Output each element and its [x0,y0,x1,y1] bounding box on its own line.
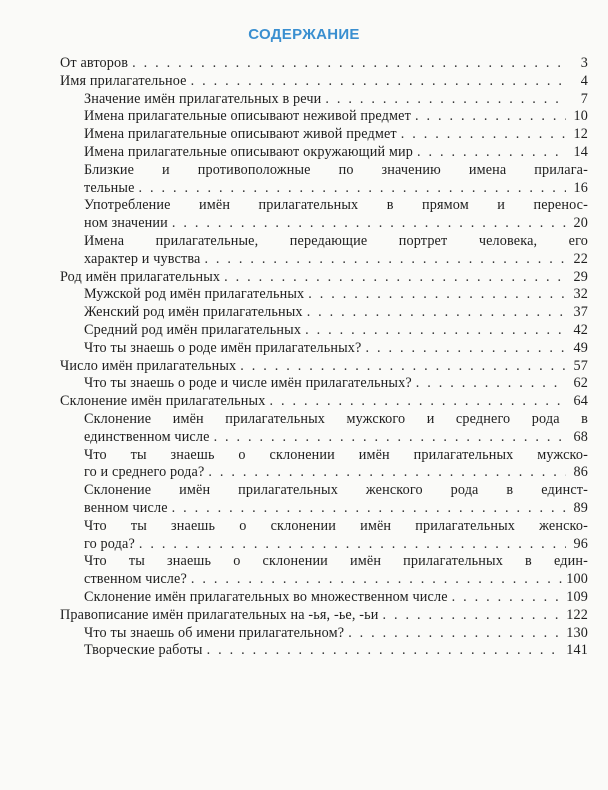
toc-entry-page: 12 [573,126,588,143]
toc-entry-page: 122 [566,606,588,623]
toc-entry-title: Имена прилагательные описывают живой предмет [84,126,397,143]
leader-dots [191,571,562,589]
toc-entry-title: Склонение имён прилагательных [60,393,266,410]
toc-subentry [60,304,588,322]
leader-dots [401,126,566,144]
leader-dots [452,589,563,607]
toc-entry-page: 32 [573,286,588,303]
leader-dots [214,429,566,447]
toc-entry-title: Женский род имён прилагательных [84,304,303,321]
toc-entry [60,269,588,287]
toc-entry [60,393,588,411]
toc-subentry [60,322,588,340]
toc-entry-title: Имена прилагательные описывают окружающий мир [84,143,414,160]
toc-entry-title: Что ты знаешь о роде имён прилагательных? [84,339,362,356]
toc-entry-title: Правописание имён прилагательных на -ья, -ье, -ьи [60,606,379,623]
toc-entry-page: 20 [573,215,588,232]
toc-entry-page: 68 [573,428,588,445]
toc-subentry [60,375,588,393]
leader-dots [269,393,566,411]
leader-dots [416,375,566,393]
toc-entry-page: 42 [573,321,588,338]
toc-entry-page: 37 [573,304,588,321]
toc-subentry [60,518,588,554]
leader-dots [383,607,563,625]
toc-subentry [60,411,588,447]
toc-subentry [60,108,588,126]
toc-entry-title: Число имён прилагательных [60,357,237,374]
toc-subentry [60,589,588,607]
toc-entry-title-line1: Склонение имён прилагательных женского рода в единст- [84,482,588,499]
leader-dots [366,340,567,358]
leader-dots [191,73,566,91]
toc-subentry [60,553,588,589]
toc-entry-title-line1: Склонение имён прилагательных мужского и среднего рода в [84,410,588,427]
toc-subentry [60,642,588,660]
leader-dots [308,286,566,304]
toc-entry-title-line2: венном числе [84,499,168,516]
toc-entry-page: 57 [573,357,588,374]
toc-entry-page: 22 [573,250,588,267]
toc-entry-page: 141 [566,642,588,659]
toc-entry-title-line1: Что ты знаешь о склонении имён прилагательных женско- [84,517,588,534]
toc-entry-title: Имена прилагательные описывают неживой предмет [84,108,411,125]
toc-subentry [60,126,588,144]
toc-entry-title: Значение имён прилагательных в речи [84,90,322,107]
toc-entry-page: 62 [573,375,588,392]
toc-entry-title: Творческие работы [84,642,203,659]
toc-subentry [60,286,588,304]
toc-entry-page: 86 [573,464,588,481]
toc-entry-page: 4 [580,72,588,89]
leader-dots [415,108,566,126]
toc-subentry [60,197,588,233]
toc-entry-title-line1: Что ты знаешь о склонении имён прилагательных мужско- [84,446,588,463]
toc-entry-page: 49 [573,339,588,356]
toc-entry-title-line1: Что ты знаешь о склонении имён прилагательных в един- [84,553,588,570]
leader-dots [325,91,566,109]
toc-subentry [60,447,588,483]
toc-subentry [60,340,588,358]
toc-entry [60,55,588,73]
leader-dots [172,215,566,233]
leader-dots [417,144,566,162]
toc-entry-title: Склонение имён прилагательных во множественном числе [84,588,448,605]
toc-entry-title-line2: единственном числе [84,428,210,445]
toc-entry-title: Средний род имён прилагательных [84,321,302,338]
toc-subentry [60,233,588,269]
toc-entry-page: 109 [566,588,588,605]
leader-dots [224,269,566,287]
page-title: СОДЕРЖАНИЕ [248,26,360,43]
toc-entry-page: 16 [573,179,588,196]
toc-entry-title: Мужской род имён прилагательных [84,286,305,303]
toc-entry-page: 64 [573,393,588,410]
leader-dots [204,251,566,269]
toc-entry-page: 100 [566,571,588,588]
toc-entry-title-line2: характер и чувства [84,250,201,267]
leader-dots [172,500,566,518]
toc-entry [60,73,588,91]
leader-dots [240,358,566,376]
toc-entry-page: 7 [580,90,588,107]
leader-dots [348,625,562,643]
toc-entry-page: 96 [573,535,588,552]
toc-subentry [60,162,588,198]
toc-entry-title-line2: ном значении [84,215,168,232]
toc-entry-title: Род имён прилагательных [60,268,221,285]
leader-dots [132,55,566,73]
leader-dots [207,642,563,660]
toc-entry-page: 10 [573,108,588,125]
leader-dots [208,464,566,482]
toc-entry-title: Что ты знаешь об имени прилагательном? [84,624,345,641]
toc-subentry [60,625,588,643]
toc-entry-page: 89 [573,499,588,516]
leader-dots [139,536,566,554]
toc-entry-title-line1: Имена прилагательные, передающие портрет человека, его [84,232,588,249]
toc-subentry [60,482,588,518]
table-of-contents [60,55,588,660]
toc-entry-title-line2: ственном числе? [84,571,187,588]
toc-entry-page: 29 [573,268,588,285]
toc-entry-title-line2: го и среднего рода? [84,464,205,481]
toc-subentry [60,91,588,109]
leader-dots [139,180,566,198]
leader-dots [305,322,566,340]
toc-entry-title-line1: Близкие и противоположные по значению имена прилага- [84,161,588,178]
toc-entry-title-line2: го рода? [84,535,135,552]
toc-entry-title: От авторов [60,55,129,71]
toc-entry-title-line1: Употребление имён прилагательных в прямом и перенос- [84,197,588,214]
toc-subentry [60,144,588,162]
toc-entry-page: 3 [580,55,588,71]
toc-entry-title: Имя прилагательное [60,72,187,89]
toc-entry-page: 130 [566,624,588,641]
leader-dots [307,304,566,322]
toc-entry [60,358,588,376]
toc-entry-title-line2: тельные [84,179,135,196]
toc-entry-title: Что ты знаешь о роде и числе имён прилагательных? [84,375,412,392]
toc-entry [60,607,588,625]
toc-entry-page: 14 [573,143,588,160]
